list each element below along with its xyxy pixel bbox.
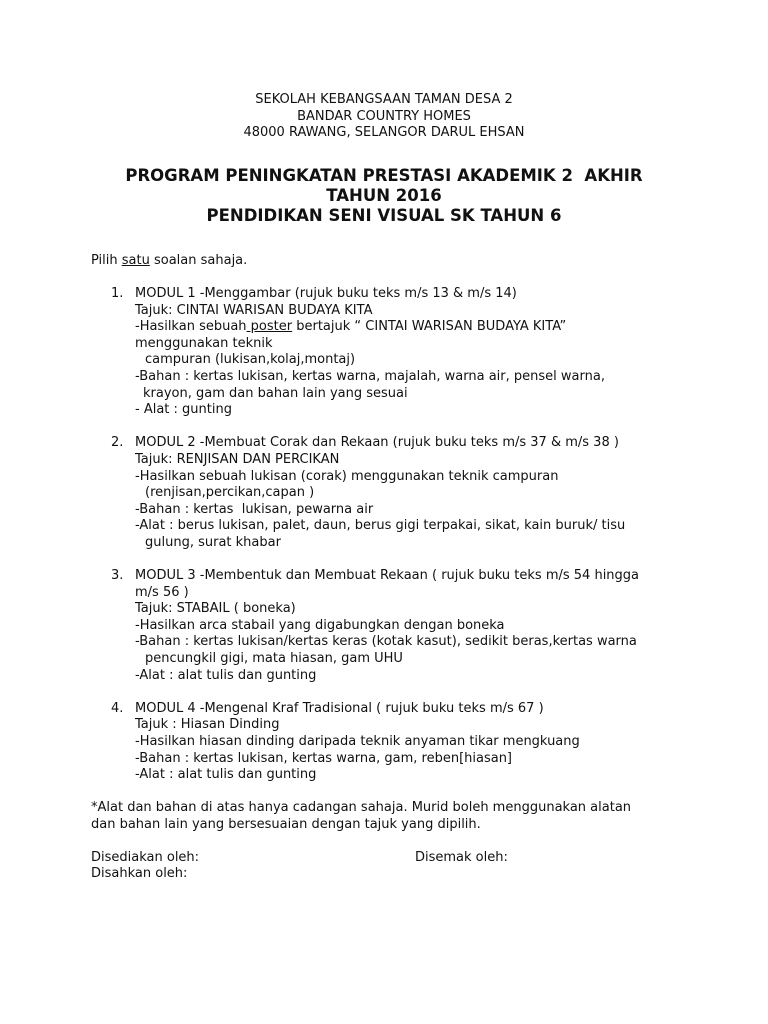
school-name: SEKOLAH KEBANGSAAN TAMAN DESA 2: [255, 92, 513, 107]
school-header: [0, 92, 768, 142]
module-bahan-continued: pencungkil gigi, mata hiasan, gam UHU: [145, 651, 403, 667]
module-bahan: -Bahan : kertas lukisan, kertas warna, majalah, warna air, pensel warna,: [135, 368, 605, 384]
approved-by-label: Disahkan oleh:: [91, 866, 188, 881]
module-hasil: -Hasilkan arca stabail yang digabungkan dengan boneka: [135, 617, 505, 633]
instruction-after: soalan sahaja.: [149, 253, 248, 268]
module-number: 1.: [111, 286, 124, 301]
module-tajuk: Tajuk: STABAIL ( boneka): [135, 601, 296, 617]
module-number: 2.: [111, 435, 124, 451]
footnote-line-2: dan bahan lain yang bersesuaian dengan tajuk yang dipilih.: [91, 816, 481, 832]
module-hasil: -Hasilkan hiasan dinding daripada teknik anyaman tikar mengkuang: [135, 734, 580, 750]
module-hasil-line-3: campuran (lukisan,kolaj,montaj): [145, 352, 356, 368]
module-alat: - Alat : gunting: [135, 402, 232, 418]
module-bahan-continued: krayon, gam dan bahan lain yang sesuai: [143, 385, 408, 401]
module-hasil-continued: (renjisan,percikan,capan ): [145, 485, 315, 501]
title-line-2: TAHUN 2016: [326, 186, 442, 205]
module-bahan: -Bahan : kertas lukisan, kertas warna, gam, reben[hiasan]: [135, 750, 513, 766]
module-alat-continued: gulung, surat khabar: [145, 534, 281, 550]
module-heading: MODUL 2 -Membuat Corak dan Rekaan (rujuk buku teks m/s 37 & m/s 38 ): [135, 435, 619, 451]
module-item-4: [91, 701, 671, 784]
module-list: [91, 286, 671, 800]
module-hasil-before: -Hasilkan sebuah: [135, 319, 247, 335]
title-line-1: PROGRAM PENINGKATAN PRESTASI AKADEMIK 2 AKHIR: [125, 166, 643, 185]
module-item-1: [91, 286, 671, 419]
module-alat: -Alat : berus lukisan, palet, daun, berus gigi terpakai, sikat, kain buruk/ tisu: [135, 518, 626, 534]
module-heading: MODUL 3 -Membentuk dan Membuat Rekaan ( rujuk buku teks m/s 54 hingga: [135, 568, 640, 584]
module-hasil: -Hasilkan sebuah lukisan (corak) menggunakan teknik campuran: [135, 468, 559, 484]
module-number: 4.: [111, 700, 124, 716]
footnote: [91, 800, 681, 833]
module-alat: -Alat : alat tulis dan gunting: [135, 667, 317, 683]
module-bahan: -Bahan : kertas lukisan, pewarna air: [135, 501, 374, 517]
instruction-before: Pilih: [91, 253, 122, 268]
module-hasil-underlined: poster: [246, 319, 293, 335]
module-item-2: [91, 435, 671, 551]
school-address-line-2: 48000 RAWANG, SELANGOR DARUL EHSAN: [243, 125, 525, 140]
checked-by-label: Disemak oleh:: [415, 850, 508, 865]
module-number: 3.: [111, 568, 124, 584]
module-item-3: [91, 568, 671, 684]
module-tajuk: Tajuk: RENJISAN DAN PERCIKAN: [135, 451, 340, 467]
module-tajuk: Tajuk : Hiasan Dinding: [135, 717, 280, 733]
instruction-underlined-word: satu: [121, 253, 150, 268]
document-title: [110, 166, 658, 226]
title-line-3: PENDIDIKAN SENI VISUAL SK TAHUN 6: [206, 206, 562, 225]
school-address-line-1: BANDAR COUNTRY HOMES: [297, 108, 471, 124]
prepared-by-label: Disediakan oleh:: [91, 850, 200, 865]
module-hasil-after: bertajuk “ CINTAI WARISAN BUDAYA KITA”: [292, 319, 567, 335]
module-hasil: [135, 319, 671, 336]
instruction: [91, 253, 247, 270]
module-tajuk: Tajuk: CINTAI WARISAN BUDAYA KITA: [135, 302, 373, 318]
module-hasil-line-2: menggunakan teknik: [135, 335, 273, 351]
footnote-line-1: *Alat dan bahan di atas hanya cadangan sahaja. Murid boleh menggunakan alatan: [91, 800, 632, 815]
module-heading: MODUL 1 -Menggambar (rujuk buku teks m/s 13 & m/s 14): [135, 286, 517, 301]
module-heading-continued: m/s 56 ): [135, 584, 189, 600]
module-alat: -Alat : alat tulis dan gunting: [135, 767, 317, 783]
module-bahan: -Bahan : kertas lukisan/kertas keras (kotak kasut), sedikit beras,kertas warna: [135, 634, 637, 650]
module-heading: MODUL 4 -Mengenal Kraf Tradisional ( rujuk buku teks m/s 67 ): [135, 700, 544, 716]
